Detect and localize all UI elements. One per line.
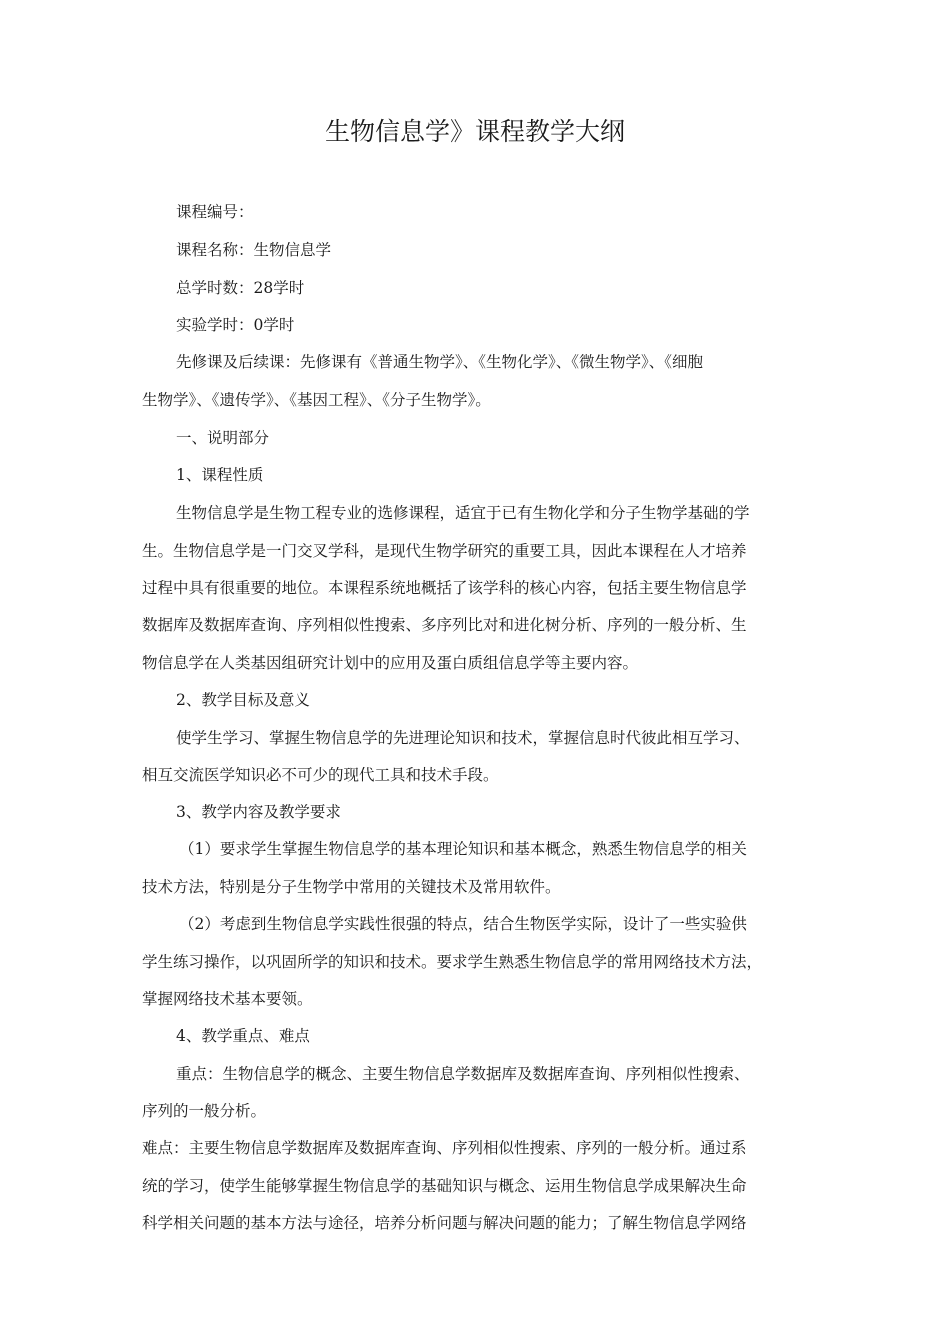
paragraph-line: 生。生物信息学是一门交叉学科，是现代生物学研究的重要工具，因此本课程在人才培养 xyxy=(142,542,747,560)
paragraph-line: 过程中具有很重要的地位。本课程系统地概括了该学科的核心内容，包括主要生物信息学 xyxy=(142,579,747,597)
subsection-heading: 1、课程性质 xyxy=(176,466,264,484)
paragraph-line: 序列的一般分析。 xyxy=(142,1102,267,1120)
lab-hours-line: 实验学时：0学时 xyxy=(176,316,295,334)
paragraph-line: 技术方法，特别是分子生物学中常用的关键技术及常用软件。 xyxy=(142,878,561,896)
document-title: 生物信息学》课程教学大纲 xyxy=(324,117,625,146)
paragraph-line: 使学生学习、掌握生物信息学的先进理论知识和技术，掌握信息时代彼此相互学习、 xyxy=(176,729,750,747)
paragraph-line: （2）考虑到生物信息学实践性很强的特点，结合生物医学实际，设计了一些实验供 xyxy=(179,915,747,933)
paragraph-line: 学生练习操作，以巩固所学的知识和技术。要求学生熟悉生物信息学的常用网络技术方法， xyxy=(142,953,763,971)
paragraph-line: （1）要求学生掌握生物信息学的基本理论知识和基本概念，熟悉生物信息学的相关 xyxy=(179,840,747,858)
paragraph-line: 统的学习，使学生能够掌握生物信息学的基础知识与概念、运用生物信息学成果解决生命 xyxy=(142,1177,747,1195)
course-name-line: 课程名称：生物信息学 xyxy=(176,241,332,259)
subsection-heading: 2、教学目标及意义 xyxy=(176,691,310,709)
prerequisite-line: 先修课及后续课：先修课有《普通生物学》、《生物化学》、《微生物学》、《细胞 xyxy=(176,353,704,371)
paragraph-line: 科学相关问题的基本方法与途径，培养分析问题与解决问题的能力；了解生物信息学网络 xyxy=(142,1214,747,1232)
total-hours-line: 总学时数：28学时 xyxy=(176,279,305,297)
prerequisite-line-cont: 生物学》、《遗传学》、《基因工程》、《分子生物学》。 xyxy=(142,391,491,409)
subsection-heading: 4、教学重点、难点 xyxy=(176,1027,310,1045)
paragraph-line: 生物信息学是生物工程专业的选修课程，适宜于已有生物化学和分子生物学基础的学 xyxy=(176,504,750,522)
course-code-line: 课程编号： xyxy=(176,203,254,221)
paragraph-line: 重点：生物信息学的概念、主要生物信息学数据库及数据库查询、序列相似性搜索、 xyxy=(176,1065,750,1083)
paragraph-line: 数据库及数据库查询、序列相似性搜索、多序列比对和进化树分析、序列的一般分析、生 xyxy=(142,616,747,634)
paragraph-line: 物信息学在人类基因组研究计划中的应用及蛋白质组信息学等主要内容。 xyxy=(142,654,639,672)
paragraph-line: 掌握网络技术基本要领。 xyxy=(142,990,313,1008)
subsection-heading: 3、教学内容及教学要求 xyxy=(176,803,341,821)
paragraph-line: 难点：主要生物信息学数据库及数据库查询、序列相似性搜索、序列的一般分析。通过系 xyxy=(142,1139,747,1157)
section-heading: 一、说明部分 xyxy=(176,429,270,447)
paragraph-line: 相互交流医学知识必不可少的现代工具和技术手段。 xyxy=(142,766,499,784)
